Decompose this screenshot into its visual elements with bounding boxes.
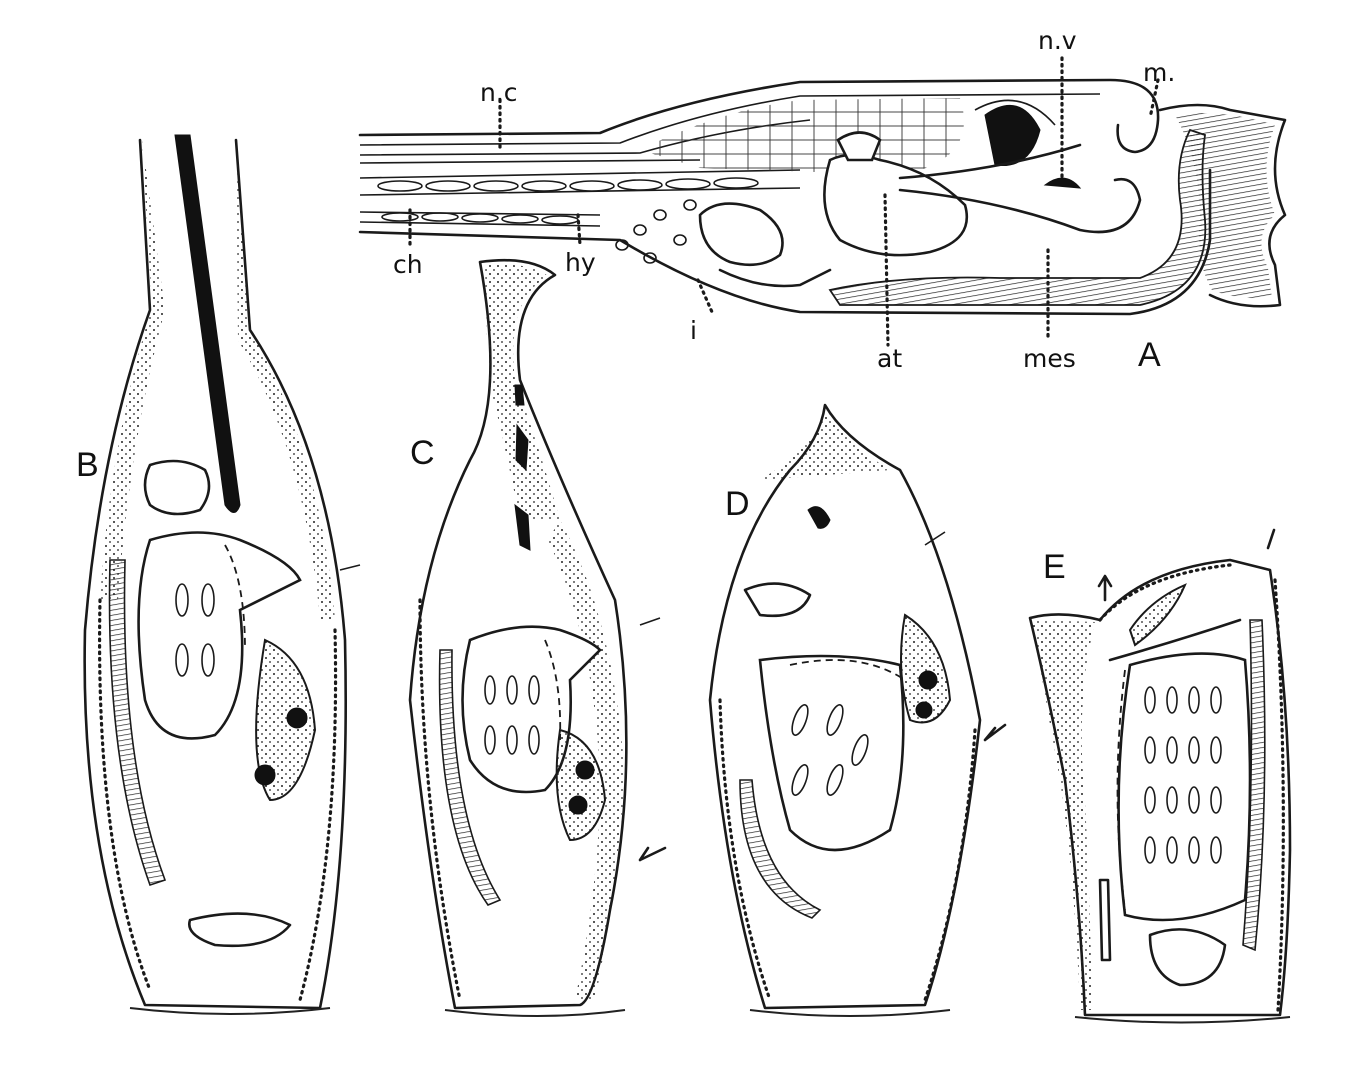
label-at: at [877,344,903,373]
label-nc: n.c [480,78,518,107]
label-hy: hy [565,248,596,277]
figure-e [1030,530,1290,1015]
label-i: i [690,316,697,345]
figure-b [85,135,360,1008]
label-nv: n.v [1038,26,1077,55]
figure-c [410,260,665,1008]
label-ch: ch [393,250,423,279]
panel-label-e: E [1043,548,1066,586]
label-mes: mes [1023,344,1076,373]
panel-label-a: A [1138,336,1161,374]
label-m: m. [1143,58,1176,87]
panel-label-d: D [725,485,750,523]
panel-label-b: B [76,446,99,484]
figure-d [710,405,1005,1008]
panel-label-c: C [410,434,435,472]
